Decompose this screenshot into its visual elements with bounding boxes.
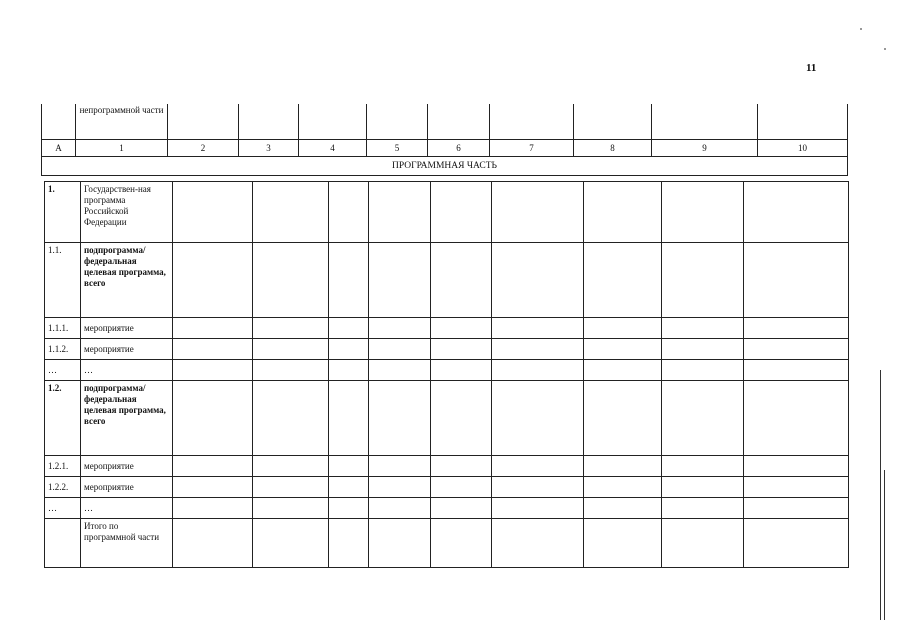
- table-cell: [253, 339, 329, 360]
- program-table: [44, 181, 849, 568]
- table-cell: [253, 381, 329, 456]
- table-cell: [369, 243, 431, 318]
- row-code: 1.: [45, 182, 81, 243]
- table-cell: [329, 243, 369, 318]
- header-table: [41, 104, 848, 176]
- table-cell: [173, 182, 253, 243]
- table-cell: [584, 477, 662, 498]
- table-cell: [744, 519, 849, 568]
- table-cell: [369, 519, 431, 568]
- table-cell: [584, 318, 662, 339]
- table-cell: [253, 182, 329, 243]
- table-cell: [329, 519, 369, 568]
- table-cell: [431, 477, 492, 498]
- table-cell: [253, 519, 329, 568]
- scan-edge-line: [884, 470, 885, 620]
- table-cell: [584, 381, 662, 456]
- table-row: [45, 360, 849, 381]
- table-cell: [431, 381, 492, 456]
- table-cell: [253, 456, 329, 477]
- table-cell: [173, 360, 253, 381]
- table-cell: [329, 182, 369, 243]
- row-code: …: [45, 498, 81, 519]
- row-name: подпрограмма/ федеральная целевая программа, всего: [81, 381, 173, 456]
- table-cell: [492, 182, 584, 243]
- column-number-row: [42, 140, 848, 157]
- table-cell: [584, 360, 662, 381]
- table-cell: [431, 498, 492, 519]
- row-name: мероприятие: [81, 318, 173, 339]
- column-number: 9: [652, 140, 758, 157]
- table-cell: [369, 456, 431, 477]
- scan-speck: [860, 28, 862, 30]
- table-row: [45, 182, 849, 243]
- table-cell: [253, 243, 329, 318]
- table-cell: [253, 318, 329, 339]
- column-number: 4: [299, 140, 367, 157]
- table-cell: [492, 339, 584, 360]
- table-cell: [662, 182, 744, 243]
- table-cell: [431, 339, 492, 360]
- table-cell: [492, 318, 584, 339]
- table-cell: [492, 477, 584, 498]
- row-name: подпрограмма/ федеральная целевая программа, всего: [81, 243, 173, 318]
- table-cell: [369, 182, 431, 243]
- table-cell: [431, 519, 492, 568]
- table-cell: [492, 360, 584, 381]
- table-cell: [329, 477, 369, 498]
- table-cell: [431, 456, 492, 477]
- row-name: мероприятие: [81, 477, 173, 498]
- row-name: мероприятие: [81, 339, 173, 360]
- table-cell: [329, 318, 369, 339]
- table-cell: [369, 477, 431, 498]
- header-stub-row: [42, 104, 848, 140]
- table-row: [45, 318, 849, 339]
- column-number: 6: [428, 140, 490, 157]
- row-name: Государствен-ная программа Российской Федерации: [81, 182, 173, 243]
- row-name: …: [81, 498, 173, 519]
- table-cell: [744, 498, 849, 519]
- table-cell: [744, 477, 849, 498]
- table-cell: [173, 456, 253, 477]
- table-cell: [369, 381, 431, 456]
- table-cell: [173, 381, 253, 456]
- table-row: [45, 519, 849, 568]
- table-cell: [431, 318, 492, 339]
- table-cell: [584, 519, 662, 568]
- table-cell: [173, 318, 253, 339]
- page-number: 11: [806, 62, 817, 74]
- section-row: [42, 157, 848, 176]
- column-number: 2: [168, 140, 239, 157]
- table-cell: [492, 381, 584, 456]
- row-code: 1.1.2.: [45, 339, 81, 360]
- table-cell: [329, 360, 369, 381]
- row-name: Итого по программной части: [81, 519, 173, 568]
- table-cell: [744, 182, 849, 243]
- table-cell: [662, 339, 744, 360]
- table-cell: [492, 243, 584, 318]
- column-number: 5: [367, 140, 428, 157]
- table-row: [45, 243, 849, 318]
- table-cell: [584, 182, 662, 243]
- table-cell: [329, 498, 369, 519]
- table-cell: [253, 498, 329, 519]
- table-cell: [173, 339, 253, 360]
- table-cell: [492, 519, 584, 568]
- table-cell: [662, 456, 744, 477]
- row-code: …: [45, 360, 81, 381]
- table-cell: [173, 243, 253, 318]
- table-cell: [253, 360, 329, 381]
- table-cell: [431, 182, 492, 243]
- section-title: ПРОГРАММНАЯ ЧАСТЬ: [42, 157, 848, 176]
- table-cell: [329, 456, 369, 477]
- table-cell: [253, 477, 329, 498]
- row-code: 1.1.1.: [45, 318, 81, 339]
- table-cell: [744, 456, 849, 477]
- table-cell: [662, 498, 744, 519]
- table-cell: [744, 360, 849, 381]
- table-cell: [329, 381, 369, 456]
- table-cell: [662, 243, 744, 318]
- table-cell: [662, 519, 744, 568]
- column-number: 8: [574, 140, 652, 157]
- column-number: А: [42, 140, 76, 157]
- table-cell: [662, 381, 744, 456]
- table-cell: [369, 498, 431, 519]
- scan-speck: [884, 48, 886, 50]
- table-cell: [173, 498, 253, 519]
- table-cell: [662, 477, 744, 498]
- table-cell: [584, 456, 662, 477]
- row-code: [45, 519, 81, 568]
- column-number: 10: [758, 140, 848, 157]
- table-cell: [369, 318, 431, 339]
- table-cell: [369, 360, 431, 381]
- row-code: 1.2.: [45, 381, 81, 456]
- scan-edge-line: [880, 370, 881, 620]
- table-cell: [584, 339, 662, 360]
- table-cell: [584, 243, 662, 318]
- table-row: [45, 339, 849, 360]
- table-cell: [662, 318, 744, 339]
- column-number: 7: [490, 140, 574, 157]
- table-cell: [431, 243, 492, 318]
- row-name: …: [81, 360, 173, 381]
- table-row: [45, 498, 849, 519]
- table-cell: [173, 477, 253, 498]
- table-cell: [744, 243, 849, 318]
- column-number: 1: [76, 140, 168, 157]
- table-cell: [662, 360, 744, 381]
- table-cell: [492, 456, 584, 477]
- table-cell: [173, 519, 253, 568]
- table-cell: [431, 360, 492, 381]
- row-code: 1.2.1.: [45, 456, 81, 477]
- column-number: 3: [239, 140, 299, 157]
- table-row: [45, 477, 849, 498]
- row-code: 1.2.2.: [45, 477, 81, 498]
- table-row: [45, 456, 849, 477]
- table-cell: [492, 498, 584, 519]
- table-row: [45, 381, 849, 456]
- table-cell: [369, 339, 431, 360]
- table-cell: [744, 381, 849, 456]
- header-stub-text: непрограммной части: [76, 104, 168, 140]
- row-name: мероприятие: [81, 456, 173, 477]
- table-cell: [584, 498, 662, 519]
- table-cell: [744, 318, 849, 339]
- table-cell: [329, 339, 369, 360]
- table-cell: [744, 339, 849, 360]
- row-code: 1.1.: [45, 243, 81, 318]
